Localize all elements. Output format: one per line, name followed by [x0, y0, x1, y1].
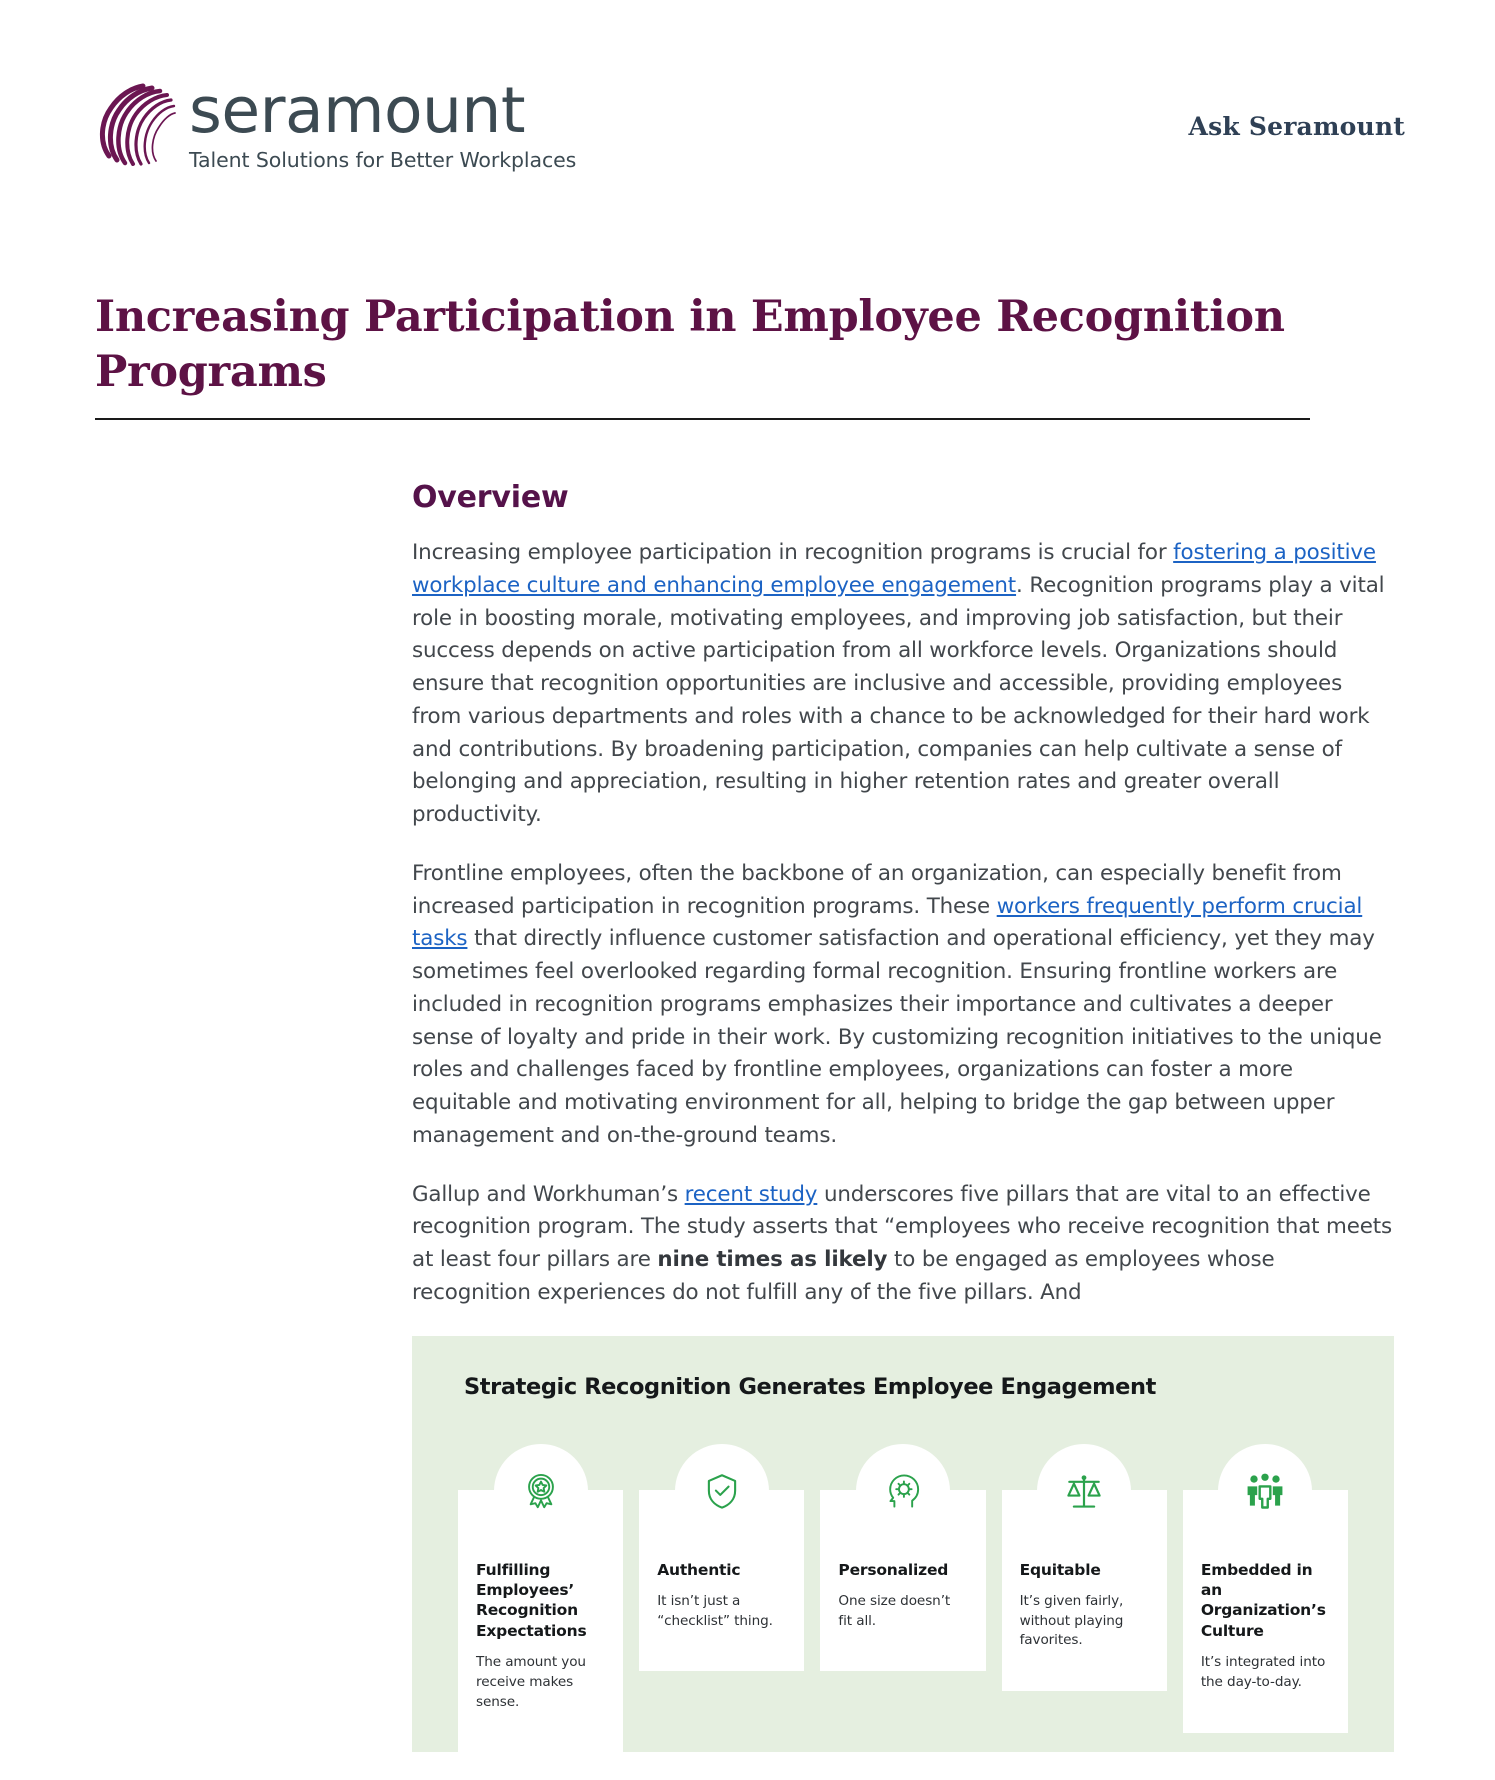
pillar-description: It isn’t just a “checklist” thing. [657, 1592, 773, 1629]
document-title-block [95, 290, 1310, 428]
pillar-item [820, 1444, 985, 1672]
paragraph-1-pre: Increasing employee participation in recognition programs is crucial for [412, 540, 1174, 565]
paragraph-3-mid: underscores five pillars that are vital to an effective recognition program. The study asserts that “employees who receive recognition that meets at least four pillars are [412, 1181, 1392, 1272]
section-heading-overview: Overview [412, 480, 569, 515]
paragraph-1 [412, 537, 1394, 832]
balance-scales-icon [1062, 1469, 1106, 1513]
pillar-item [458, 1444, 623, 1753]
pillar-item [1183, 1444, 1348, 1733]
group-people-icon [1243, 1469, 1287, 1513]
pillar-icon-circle [675, 1444, 769, 1538]
pillar-description: One size doesn’t fit all. [838, 1592, 951, 1629]
site-header [95, 74, 1405, 178]
paragraph-3-post: to be engaged as employees whose recognition experiences do not fulfill any of the five pillars. And [412, 1247, 1275, 1305]
seramount-swirl-logo-icon [95, 80, 177, 166]
paragraph-2 [412, 858, 1394, 1153]
pillar-title: Personalized [838, 1560, 949, 1579]
pillar-title: Embedded in an Organization’s Culture [1200, 1560, 1326, 1640]
title-divider [95, 418, 1310, 420]
ask-seramount-label: Ask Seramount [1188, 112, 1405, 141]
pillar-list [458, 1444, 1348, 1753]
main-content [412, 480, 1394, 1752]
link-workers-perform-crucial-tasks[interactable]: workers frequently perform crucial tasks [412, 893, 1363, 952]
paragraph-3-pre: Gallup and Workhuman’s [412, 1181, 685, 1207]
paragraph-3-emphasis: nine times as likely [657, 1247, 888, 1272]
award-badge-star-icon [519, 1469, 563, 1513]
head-gear-icon [881, 1469, 925, 1513]
pillar-title: Fulfilling Employees’ Recognition Expectations [476, 1560, 587, 1640]
paragraph-1-post: . Recognition programs play a vital role in boosting morale, motivating employees, and improving job satisfaction, but their success depends on active participation from all workforce levels. Organizations should ensure that recognition opportunities are inclusive and accessible, providing employees from various departments and roles with a chance to be acknowledged for their hard work and contributions. By broadening participation, companies can help cultivate a sense of belonging and appreciation, resulting in higher retention rates and greater overall productivity. [412, 572, 1385, 827]
pillar-icon-circle [494, 1444, 588, 1538]
link-fostering-positive-culture[interactable]: fostering a positive workplace culture and enhancing employee engagement [412, 540, 1376, 598]
pillar-title: Equitable [1019, 1560, 1101, 1579]
page-title: Increasing Participation in Employee Recognition Programs [95, 292, 1285, 398]
brand-wordmark: seramount [189, 74, 526, 147]
pillar-item [639, 1444, 804, 1672]
pillar-icon-circle [1037, 1444, 1131, 1538]
brand-text [189, 74, 577, 172]
shield-check-icon [701, 1470, 743, 1512]
brand-lockup [95, 74, 577, 172]
infographic-title: Strategic Recognition Generates Employee Engagement [464, 1373, 1156, 1400]
infographic-strategic-recognition [412, 1336, 1394, 1753]
pillar-title: Authentic [657, 1560, 741, 1579]
pillar-description: The amount you receive makes sense. [476, 1654, 586, 1710]
pillar-icon-circle [856, 1444, 950, 1538]
paragraph-3 [412, 1179, 1394, 1310]
paragraph-2-post: that directly influence customer satisfaction and operational efficiency, yet they may sometimes feel overlooked regarding formal recognition. Ensuring frontline workers are included in recognition programs emphasizes their importance and cultivates a deeper sense of loyalty and pride in their work. By customizing recognition initiatives to the unique roles and challenges faced by frontline employees, organizations can foster a more equitable and motivating environment for all, helping to bridge the gap between upper management and on-the-ground teams. [412, 926, 1382, 1148]
pillar-description: It’s integrated into the day-to-day. [1200, 1654, 1326, 1691]
link-recent-study[interactable]: recent study [684, 1181, 818, 1207]
pillar-icon-circle [1218, 1444, 1312, 1538]
pillar-description: It’s given fairly, without playing favorites. [1019, 1592, 1124, 1649]
brand-tagline: Talent Solutions for Better Workplaces [189, 147, 577, 172]
paragraph-2-pre: Frontline employees, often the backbone of an organization, can especially benefit from increased participation in recognition programs. These [412, 860, 1342, 919]
pillar-item [1002, 1444, 1167, 1692]
